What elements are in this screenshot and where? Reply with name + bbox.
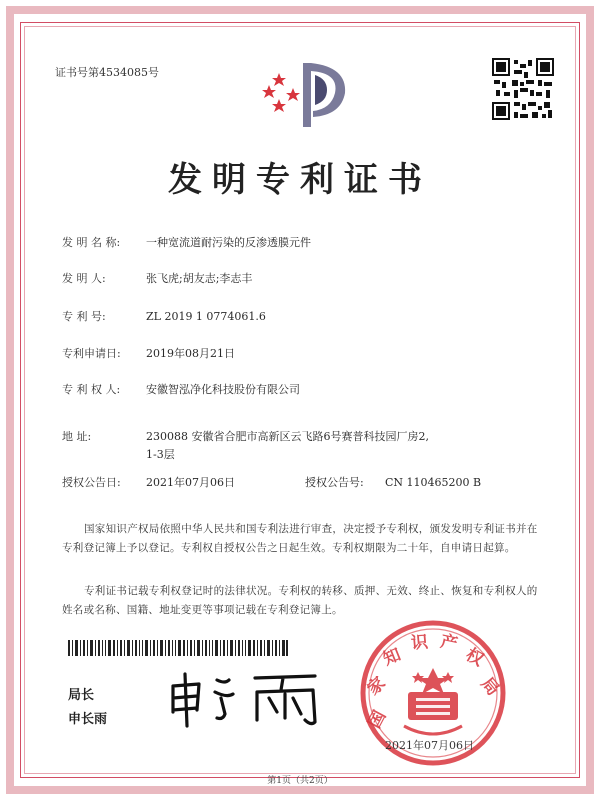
field-filing-date bbox=[62, 345, 235, 361]
svg-text:知: 知 bbox=[380, 644, 404, 670]
barcode-icon bbox=[68, 640, 288, 656]
seal-date: 2021年07月06日 bbox=[385, 739, 474, 752]
patentee-value: 安徽智泓净化科技股份有限公司 bbox=[146, 383, 300, 396]
logo-p-inner bbox=[315, 75, 327, 105]
grant-number-value: CN 110465200 B bbox=[385, 476, 482, 489]
field-invention-name bbox=[62, 234, 311, 250]
certificate-number: 证书号第4534085号 bbox=[55, 66, 159, 79]
address-label: 地 址: bbox=[62, 430, 92, 443]
invention-name-label: 发 明 名 称: bbox=[62, 236, 121, 249]
qr-code-icon bbox=[492, 58, 554, 120]
grant-date-label: 授权公告日: bbox=[62, 476, 121, 489]
address-value-line1: 230088 安徽省合肥市高新区云飞路6号赛普科技园厂房2, bbox=[146, 430, 429, 443]
svg-text:识: 识 bbox=[410, 632, 429, 654]
filing-date-label: 专利申请日: bbox=[62, 347, 121, 360]
field-inventors bbox=[62, 270, 252, 286]
patentee-label: 专 利 权 人: bbox=[62, 383, 121, 396]
grant-number-label: 授权公告号: bbox=[305, 476, 364, 489]
logo-star-2 bbox=[272, 73, 286, 86]
grant-date-value: 2021年07月06日 bbox=[146, 476, 235, 489]
svg-text:权: 权 bbox=[462, 644, 487, 671]
logo-star-3 bbox=[272, 99, 286, 112]
inventors-label: 发 明 人: bbox=[62, 272, 106, 285]
logo-star-1 bbox=[262, 85, 276, 98]
director-title: 局长 bbox=[68, 688, 95, 703]
director-signature-icon bbox=[165, 668, 335, 728]
field-patent-number bbox=[62, 308, 266, 324]
notice-paragraph-1: 国家知识产权局依照中华人民共和国专利法进行审查，决定授予专利权，颁发发明专利证书并在专利登记簿上予以登记。专利权自授权公告之日起生效。专利权期限为二十年，自申请日起算。 bbox=[62, 523, 538, 554]
invention-name-value: 一种宽流道耐污染的反渗透膜元件 bbox=[146, 236, 311, 249]
cnipa-logo-icon bbox=[255, 55, 365, 135]
patent-number-value: ZL 2019 1 0774061.6 bbox=[146, 310, 266, 323]
svg-text:局: 局 bbox=[476, 673, 503, 700]
inventors-value: 张飞虎;胡友志;李志丰 bbox=[146, 272, 253, 285]
filing-date-value: 2019年08月21日 bbox=[146, 347, 235, 360]
logo-star-4 bbox=[286, 88, 300, 101]
field-address bbox=[62, 428, 429, 444]
director-name: 申长雨 bbox=[68, 712, 108, 727]
field-grant-announcement-number bbox=[305, 474, 481, 490]
patent-number-label: 专 利 号: bbox=[62, 310, 106, 323]
svg-text:家: 家 bbox=[363, 673, 390, 700]
svg-text:国: 国 bbox=[364, 707, 391, 732]
notice-paragraph-2: 专利证书记载专利权登记时的法律状况。专利权的转移、质押、无效、终止、恢复和专利权人的姓名或名称、国籍、地址变更等事项记载在专利登记簿上。 bbox=[62, 585, 538, 616]
field-grant-announcement-date bbox=[62, 474, 235, 490]
address-value-line2: 1-3层 bbox=[146, 448, 175, 461]
field-patentee bbox=[62, 381, 300, 397]
certificate-title: 发明专利证书 bbox=[168, 160, 432, 200]
page-number: 第1页（共2页） bbox=[267, 776, 333, 786]
svg-text:产: 产 bbox=[438, 631, 460, 655]
